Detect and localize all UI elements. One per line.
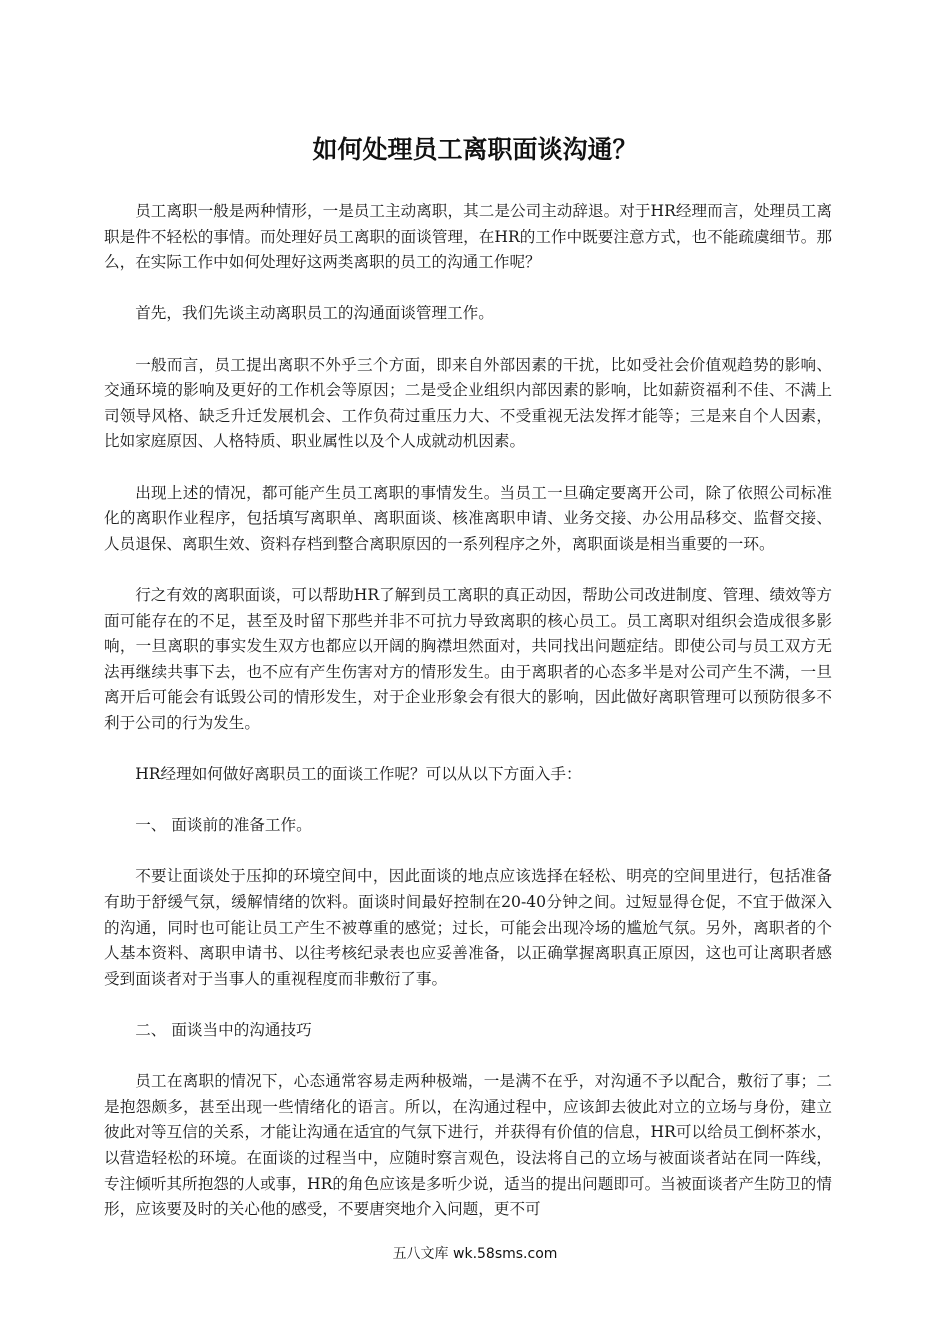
paragraph-first-topic: 首先，我们先谈主动离职员工的沟通面谈管理工作。 <box>135 304 494 323</box>
paragraph-reasons: 一般而言，员工提出离职不外乎三个方面，即来自外部因素的干扰，比如受社会价值观趋势的影响、交通环境的影响及更好的工作机会等原因；二是受企业组织内部因素的影响，比如薪资福利不佳、不满上司领导风格、缺乏升迁发展机会、工作负荷过重压力大、不受重视无法发挥才能等；三是来自个人因素，比如家庭原因、人格特质、职业属性以及个人成就动机因素。 <box>104 355 832 451</box>
document-title: 如何处理员工离职面谈沟通？ <box>312 135 638 164</box>
page-footer: 五八文库 wk.58sms.com <box>392 1246 558 1262</box>
document-body <box>104 199 832 1223</box>
paragraph-skills: 员工在离职的情况下，心态通常容易走两种极端，一是满不在乎，对沟通不予以配合，敷衍了事；二是抱怨颇多，甚至出现一些情绪化的语言。所以，在沟通过程中，应该卸去彼此对立的立场与身份，建立彼此对等互信的关系，才能让沟通在适宜的气氛下进行，并获得有价值的信息，HR可以给员工倒杯茶水，以营造轻松的环境。在面谈的过程当中，应随时察言观色，设法将自己的立场与被面谈者站在同一阵线，专注倾听其所抱怨的人或事，HR的角色应该是多听少说，适当的提出问题即可。当被面谈者产生防卫的情形，应该要及时的关心他的感受，不要唐突地介入问题，更不可 <box>104 1072 832 1219</box>
section-heading-skills: 二、 面谈当中的沟通技巧 <box>135 1021 312 1039</box>
paragraph-effective-interview: 行之有效的离职面谈，可以帮助HR了解到员工离职的真正动因，帮助公司改进制度、管理、绩效等方面可能存在的不足，甚至及时留下那些并非不可抗力导致离职的核心员工。员工离职对组织会造成很多影响，一旦离职的事实发生双方也都应以开阔的胸襟坦然面对，共同找出问题症结。即使公司与员工双方无法再继续共事下去，也不应有产生伤害对方的情形发生。由于离职者的心态多半是对公司产生不满，一旦离开后可能会有诋毁公司的情形发生，对于企业形象会有很大的影响，因此做好离职管理可以预防很多不利于公司的行为发生。 <box>104 585 832 732</box>
paragraph-preparation: 不要让面谈处于压抑的环境空间中，因此面谈的地点应该选择在轻松、明亮的空间里进行，包括准备有助于舒缓气氛，缓解情绪的饮料。面谈时间最好控制在20-40分钟之间。过短显得仓促，不宜于做深入的沟通，同时也可能让员工产生不被尊重的感觉；过长，可能会出现冷场的尴尬气氛。另外，离职者的个人基本资料、离职申请书、以往考核纪录表也应妥善准备，以正确掌握离职真正原因，这也可让离职者感受到面谈者对于当事人的重视程度而非敷衍了事。 <box>104 867 832 988</box>
paragraph-how-to: HR经理如何做好离职员工的面谈工作呢？可以从以下方面入手： <box>135 765 582 784</box>
paragraph-intro: 员工离职一般是两种情形，一是员工主动离职，其二是公司主动辞退。对于HR经理而言，处理员工离职是件不轻松的事情。而处理好员工离职的面谈管理，在HR的工作中既要注意方式，也不能疏虞细节。那么，在实际工作中如何处理好这两类离职的员工的沟通工作呢？ <box>104 202 832 272</box>
paragraph-procedure: 出现上述的情况，都可能产生员工离职的事情发生。当员工一旦确定要离开公司，除了依照公司标准化的离职作业程序，包括填写离职单、离职面谈、核准离职申请、业务交接、办公用品移交、监督交接、人员退保、离职生效、资料存档到整合离职原因的一系列程序之外，离职面谈是相当重要的一环。 <box>104 483 832 553</box>
section-heading-preparation: 一、 面谈前的准备工作。 <box>135 816 312 835</box>
